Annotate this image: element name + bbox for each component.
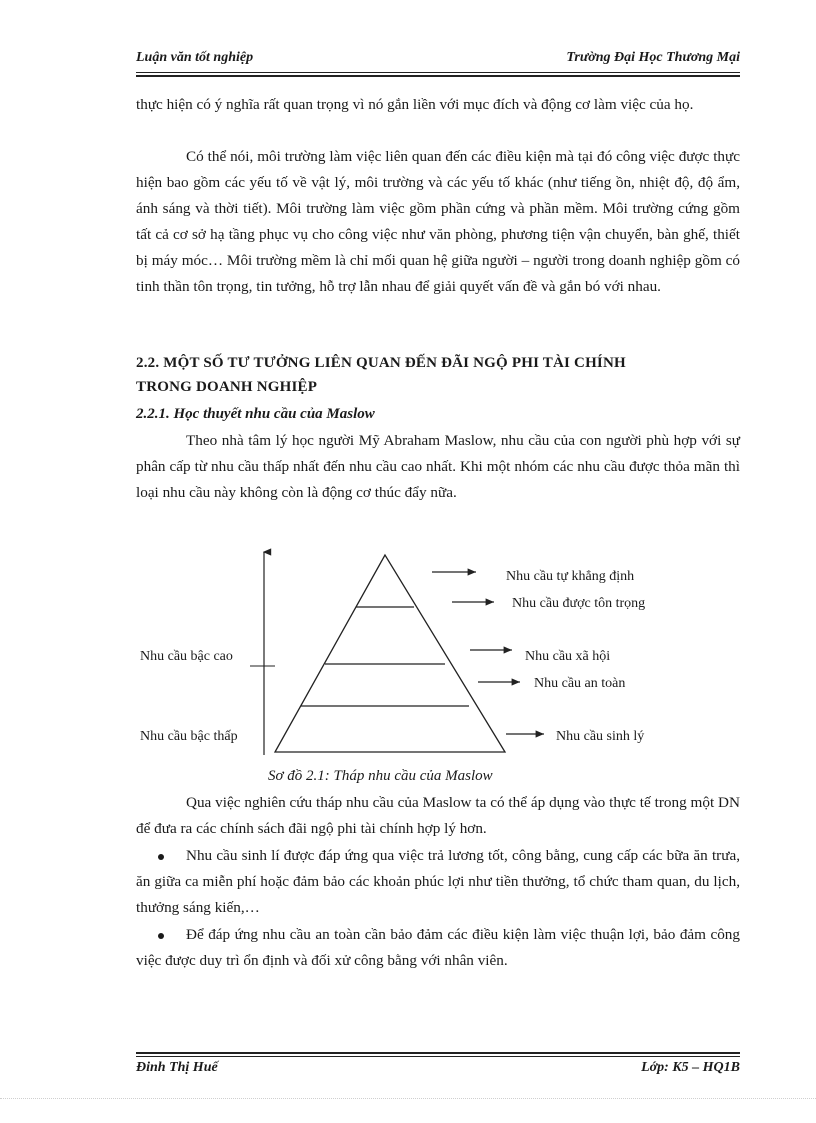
maslow-pyramid-diagram	[130, 540, 690, 765]
bullet-item-physiological	[136, 843, 740, 921]
header-rule-thick	[136, 75, 740, 77]
footer-class: Lớp: K5 – HQ1B	[641, 1060, 740, 1075]
footer-rule	[136, 1056, 740, 1057]
paragraph-maslow-intro: Theo nhà tâm lý học người Mỹ Abraham Maslow, nhu cầu của con người phù hợp với sự phân cấp từ nhu cầu thấp nhất đến nhu cầu cao nhất. Khi một nhóm các nhu cầu được thỏa mãn thì loại nhu cầu này không còn là động cơ thúc đẩy nữa.	[136, 432, 740, 501]
diagram-caption: Sơ đồ 2.1: Tháp nhu cầu của Maslow	[268, 768, 493, 784]
level-label: Nhu cầu an toàn	[534, 676, 626, 691]
header-rule	[136, 72, 740, 73]
pyramid-outline	[275, 555, 505, 752]
footer-author: Đinh Thị Huế	[136, 1060, 218, 1075]
page-edge-dotted	[0, 1098, 816, 1099]
header-thesis-label: Luận văn tốt nghiệp	[136, 50, 254, 65]
level-label: Nhu cầu được tôn trọng	[512, 596, 646, 611]
header-university-name: Trường Đại Học Thương Mại	[566, 50, 740, 65]
section-heading-line1: 2.2. MỘT SỐ TƯ TƯỞNG LIÊN QUAN ĐẾN ĐÃI NGỘ PHI TÀI CHÍNH	[136, 355, 626, 371]
level-label: Nhu cầu xã hội	[525, 649, 611, 664]
paragraph-work-environment: Có thể nói, môi trường làm việc liên quan đến các điều kiện mà tại đó công việc được thực hiện bao gồm các yếu tố về vật lý, môi trường và các yếu tố khác (như tiếng ồn, nhiệt độ, độ ẩm, ánh sáng và thời tiết). Môi trường làm việc gồm phần cứng và phần mềm. Môi trường cứng gồm tất cả cơ sở hạ tầng phục vụ cho công việc như văn phòng, phương tiện vận chuyển, bàn ghế, thiết bị máy móc… Môi trường mềm là chỉ mối quan hệ giữa người – người trong doanh nghiệp gồm có tinh thần tôn trọng, tin tưởng, hỗ trợ lẫn nhau để giải quyết vấn đề và gắn bó với nhau.	[136, 148, 740, 295]
axis-label-high: Nhu cầu bậc cao	[140, 649, 233, 664]
bullet-dot-icon	[158, 854, 164, 860]
bullet-text: Nhu cầu sinh lí được đáp ứng qua việc trả lương tốt, công bằng, cung cấp các bữa ăn trưa, ăn giữa ca miễn phí hoặc đảm bảo các khoản phúc lợi như tiền thưởng, tổ chức tham quan, du lịch, thưởng sáng kiến,…	[136, 847, 740, 916]
paragraph-application: Qua việc nghiên cứu tháp nhu cầu của Maslow ta có thể áp dụng vào thực tế trong một DN để đưa ra các chính sách đãi ngộ phi tài chính hợp lý hơn.	[136, 794, 740, 837]
level-label: Nhu cầu tự khẳng định	[506, 569, 635, 584]
page-header	[136, 48, 740, 68]
bullet-dot-icon	[158, 933, 164, 939]
page-footer	[136, 1058, 740, 1078]
bullet-text: Để đáp ứng nhu cầu an toàn cần bảo đảm các điều kiện làm việc thuận lợi, bảo đảm công việc được duy trì ổn định và đối xử công bằng với nhân viên.	[136, 926, 740, 969]
bullet-item-safety	[136, 922, 740, 974]
subsection-heading: 2.2.1. Học thuyết nhu cầu của Maslow	[136, 406, 375, 422]
level-label: Nhu cầu sinh lý	[556, 729, 645, 744]
paragraph-continuation: thực hiện có ý nghĩa rất quan trọng vì nó gắn liền với mục đích và động cơ làm việc của họ.	[136, 96, 694, 113]
section-heading-line2: TRONG DOANH NGHIỆP	[136, 379, 318, 395]
footer-rule-thick	[136, 1052, 740, 1054]
axis-label-low: Nhu cầu bậc thấp	[140, 729, 238, 744]
